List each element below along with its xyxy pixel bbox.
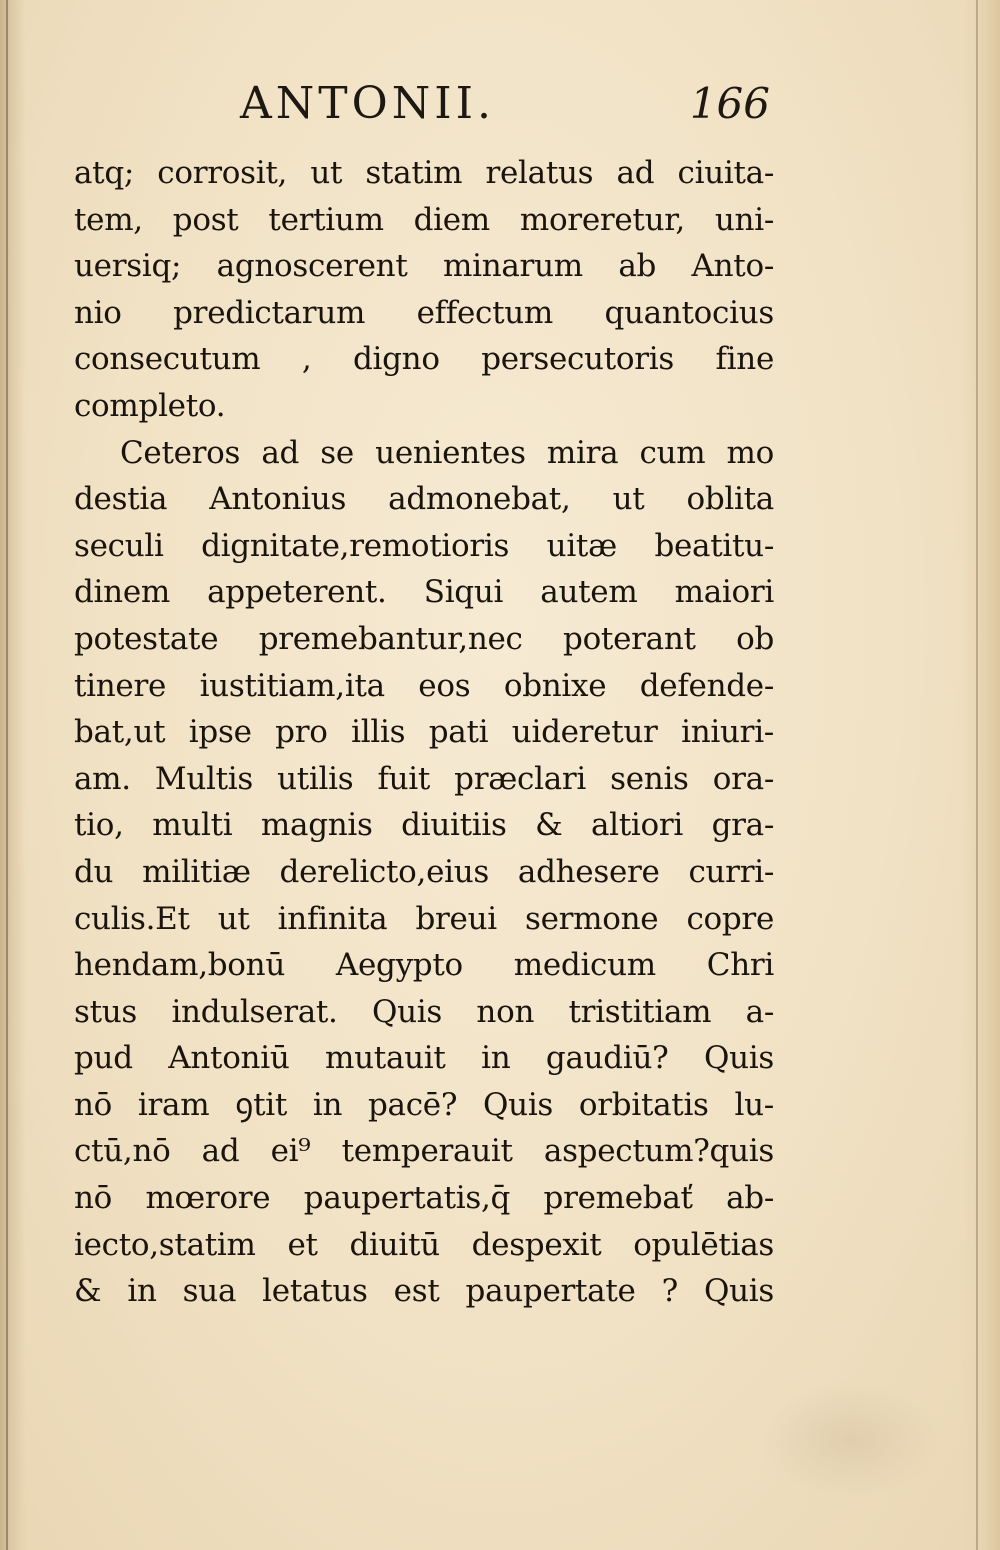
text-line: iecto,statim et diuitū despexit opulētias bbox=[74, 1226, 774, 1263]
text-line: culis.Et ut infinita breui sermone copre bbox=[74, 900, 774, 937]
text-line: tio, multi magnis diuitiis & altiori gra- bbox=[74, 807, 774, 844]
text-line: completo. bbox=[74, 387, 226, 424]
text-line: am. Multis utilis fuit præclari senis ora- bbox=[74, 760, 774, 797]
page-header bbox=[240, 74, 770, 134]
paper-stain bbox=[760, 1380, 940, 1500]
text-line: ctū,nō ad ei⁹ temperauit aspectum?quis bbox=[74, 1133, 774, 1170]
text-line: consecutum , digno persecutoris fine bbox=[74, 341, 774, 378]
text-line: dinem appeterent. Siqui autem maiori bbox=[74, 574, 774, 611]
text-line: atq; corrosit, ut statim relatus ad ciuita- bbox=[74, 155, 774, 191]
text-line: uersiq; agnoscerent minarum ab Anto- bbox=[74, 248, 774, 285]
text-line: tem, post tertium diem moreretur, uni- bbox=[74, 201, 774, 238]
page-left-edge bbox=[0, 0, 26, 1550]
text-line: nio predictarum effectum quantocius bbox=[74, 294, 774, 331]
binding-line bbox=[6, 0, 8, 1550]
text-line: stus indulserat. Quis non tristitiam a- bbox=[74, 993, 774, 1030]
text-line: nō iram ꝯtit in pacē? Quis orbitatis lu- bbox=[74, 1086, 774, 1123]
body-text bbox=[74, 150, 774, 1315]
page-right-edge bbox=[960, 0, 1000, 1550]
text-line: hendam,bonū Aegypto medicum Chri bbox=[74, 947, 774, 984]
text-line: potestate premebantur,nec poterant ob bbox=[74, 620, 774, 657]
text-line: destia Antonius admonebat, ut oblita bbox=[74, 481, 774, 518]
text-line: pud Antoniū mutauit in gaudiū? Quis bbox=[74, 1040, 774, 1077]
page-number: 166 bbox=[689, 79, 770, 128]
paragraph-start-line: Ceteros ad se uenientes mira cum mo bbox=[120, 434, 774, 471]
text-line: tinere iustitiam,ita eos obnixe defende- bbox=[74, 667, 774, 704]
text-line: & in sua letatus est paupertate ? Quis bbox=[74, 1273, 774, 1310]
text-line: du militiæ derelicto,eius adhesere curri- bbox=[74, 853, 774, 890]
page-fold-line bbox=[976, 0, 978, 1550]
text-line: bat,ut ipse pro illis pati uideretur iniuri- bbox=[74, 714, 774, 751]
text-line: seculi dignitate,remotioris uitæ beatitu- bbox=[74, 527, 774, 564]
text-line: nō mœrore paupertatis,q̄ premebať ab- bbox=[74, 1180, 774, 1217]
running-title: ANTONII. bbox=[240, 78, 495, 129]
